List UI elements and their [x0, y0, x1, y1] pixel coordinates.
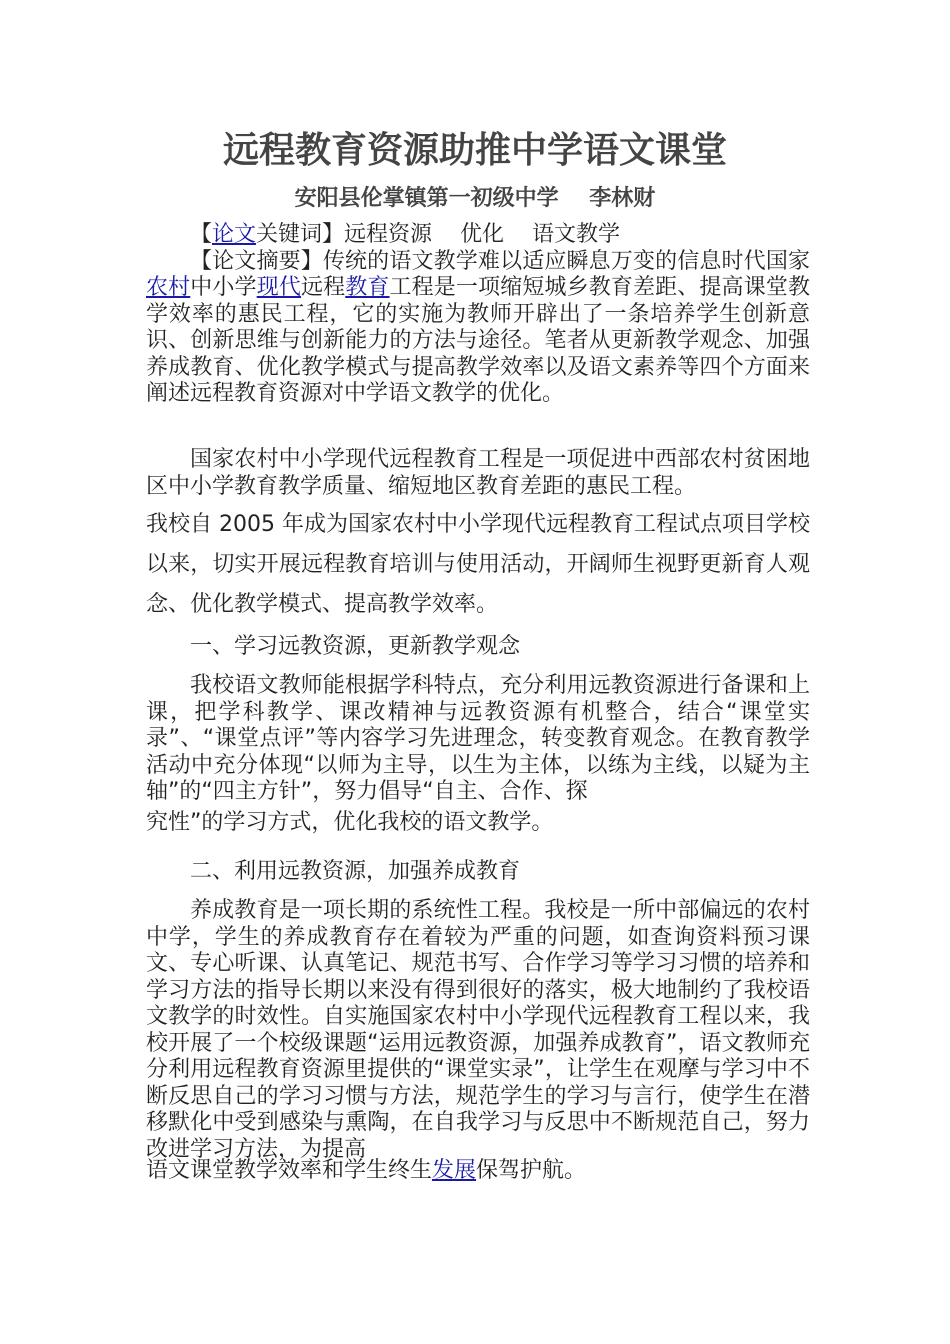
section-2-paragraph-end [146, 1158, 810, 1185]
section-2-end [146, 1158, 810, 1185]
intro-paragraph-1: 国家农村中小学现代远程教育工程是一项促进中西部农村贫困地区中小学教育教学质量、缩短地区教育差距的惠民工程。 [146, 447, 810, 499]
section-2 [146, 859, 810, 886]
document-subtitle: 安阳县伦掌镇第一初级中学 李林财 [294, 186, 656, 211]
section-2-end-text-a: 语文课堂教学效率和学生终生 [146, 1158, 433, 1183]
keywords-line [146, 222, 810, 249]
section-1-heading: 一、学习远教资源，更新教学观念 [190, 634, 521, 659]
abstract-text-2: 中小学 [190, 275, 257, 300]
section-1 [146, 634, 810, 661]
abstract-paragraph [146, 249, 810, 408]
link-nongcun[interactable]: 农村 [146, 275, 191, 300]
section-2-heading: 二、利用远教资源，加强养成教育 [190, 859, 521, 884]
section-1-end [146, 810, 810, 837]
link-lunwen[interactable]: 论文 [212, 222, 257, 247]
abstract-text-3: 远程 [300, 275, 346, 300]
section-2-end-text-b: 保驾护航。 [476, 1158, 587, 1183]
abstract-text-4: 工程是一项缩短城乡教育差距、提高课堂教学效率的惠民工程，它的实施为教师开辟出了一条培养学生创新意识、创新思维与创新能力的方法与途径。笔者从更新教学观念、加强养成教育、优化教学模式与提高教学效率以及语文素养等四个方面来阐述远程教育资源对中学语文教学的优化。 [146, 275, 810, 406]
abstract-label: 【论文摘要】 [190, 248, 323, 274]
section-1-paragraph-end: 究性”的学习方式，优化我校的语文教学。 [146, 810, 554, 835]
section-2-paragraph: 养成教育是一项长期的系统性工程。我校是一所中部偏远的农村中学，学生的养成教育存在着较为严重的问题，如查询资料预习课文、专心听课、认真笔记、规范书写、合作学习等学习习惯的培养和学习方法的指导长期以来没有得到很好的落实，极大地制约了我校语文教学的时效性。自实施国家农村中小学现代远程教育工程以来，我校开展了一个校级课题“运用远教资源，加强养成教育”，语文教师充分利用远程教育资源里提供的“课堂实录”，让学生在观摩与学习中不断反思自己的学习习惯与方法，规范学生的学习与言行，使学生在潜移默化中受到感染与熏陶，在自我学习与反思中不断规范自己，努力改进学习方法，为提高 [146, 898, 810, 1162]
abstract-block [146, 222, 810, 408]
intro-block [146, 447, 810, 500]
link-jiaoyu[interactable]: 教育 [345, 275, 390, 300]
link-xiandai[interactable]: 现代 [256, 275, 301, 300]
keywords-text: 远程资源 优化 语文教学 [344, 222, 620, 247]
section-1-body [146, 673, 810, 806]
intro-block-2 [146, 505, 810, 625]
section-1-paragraph: 我校语文教师能根据学科特点，充分利用远教资源进行备课和上课，把学科教学、课改精神与远教资源有机整合，结合“课堂实录”、“课堂点评”等内容学习先进理念，转变教育观念。在教育教学活动中充分体现“以师为主导，以生为主体，以练为主线，以疑为主轴”的“四主方针”，努力倡导“自主、合作、探 [146, 673, 810, 804]
keywords-bracket: 【 [190, 222, 213, 247]
keywords-label: 关键词】 [256, 222, 345, 247]
abstract-text-1: 传统的语文教学难以适应瞬息万变的信息时代国家 [322, 248, 810, 274]
document-title: 远程教育资源助推中学语文课堂 [222, 130, 727, 171]
section-2-body [146, 898, 810, 1163]
link-fazhan[interactable]: 发展 [432, 1158, 477, 1183]
intro-paragraph-2: 我校自 2005 年成为国家农村中小学现代远程教育工程试点项目学校以来，切实开展远程教育培训与使用活动，开阔师生视野更新育人观念、优化教学模式、提高教学效率。 [146, 512, 810, 617]
